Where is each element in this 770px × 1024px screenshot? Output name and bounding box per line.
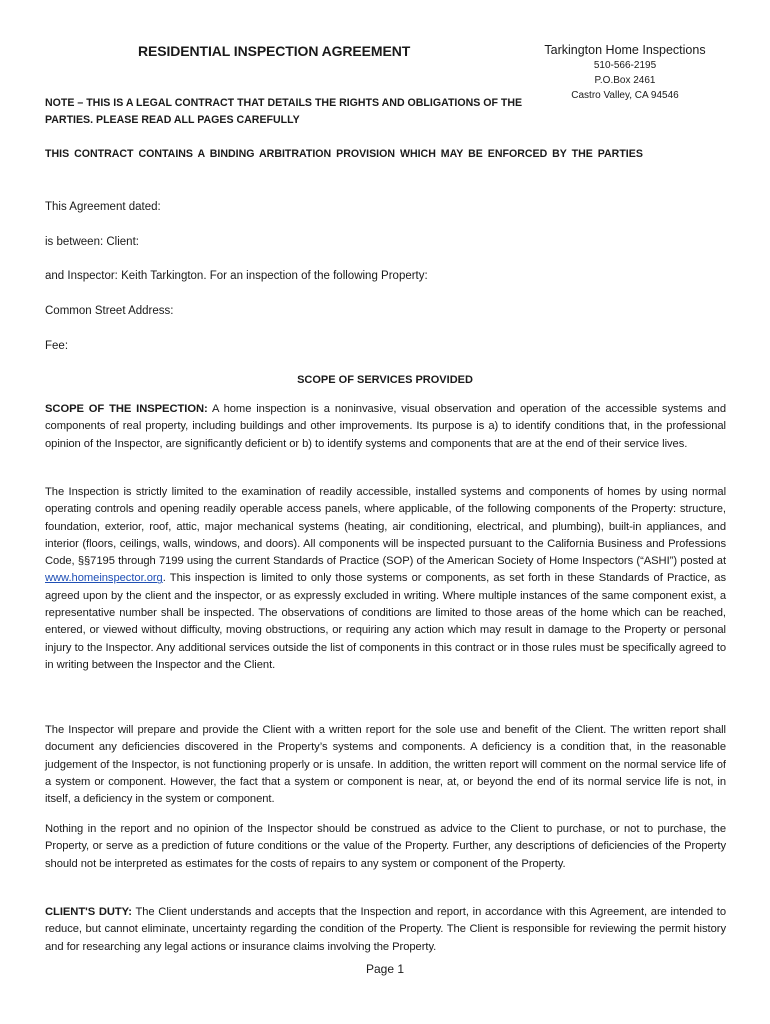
page-number: Page 1 — [365, 962, 405, 976]
company-block — [520, 43, 730, 103]
legal-note: NOTE – THIS IS A LEGAL CONTRACT THAT DETAILS THE RIGHTS AND OBLIGATIONS OF THE PARTIES. PLEASE READ ALL PAGES CAREFULLY — [45, 97, 523, 126]
scope-text: A home inspection is a noninvasive, visual observation and operation of the accessible systems and components of real property, including buildings and other improvements. Its purpose is a) to identify conditions that, in the professional opinion of the Inspector, are significantly deficient or b) to identify systems and components that are at the end of their service lives. — [45, 403, 726, 450]
advice-paragraph: Nothing in the report and no opinion of the Inspector should be construed as advice to the Client to purchase, or not to purchase, the Property, or serve as a prediction of future conditions or the value of the Property. Further, any descriptions of deficiencies of the Property should not be interpreted as estimates for the costs of repairs to any system or component of the Property. — [45, 823, 726, 870]
company-po-box: P.O.Box 2461 — [594, 75, 656, 86]
client-duty-text: The Client understands and accepts that the Inspection and report, in accordance with this Agreement, are intended to reduce, but cannot eliminate, uncertainty regarding the condition of the Property. The Client is responsible for reviewing the permit history and for researching any legal actions or insurance claims involving the Property. — [45, 906, 726, 953]
limits-paragraph — [45, 484, 726, 674]
client-duty-paragraph — [45, 904, 726, 956]
scope-paragraph — [45, 401, 726, 453]
ashi-link[interactable]: www.homeinspector.org — [45, 572, 163, 585]
limits-text-after: . This inspection is limited to only those systems or components, as set forth in these Standards of Practice, as agreed upon by the client and the inspector, or as expressly excluded in writing. Where multiple instances of the same component exist, a representative number shall be inspected. The observations of conditions are limited to those areas of the home which can be reached, entered, or viewed without difficulty, moving obstructions, or requiring any action which may result in damage to the Property or personal injury to the Inspector. Any additional services outside the list of components in this contract or in those rules must be specifically agreed to in writing between the Inspector and the Client. — [45, 572, 726, 671]
street-address-label: Common Street Address: — [45, 305, 174, 317]
document-title: RESIDENTIAL INSPECTION AGREEMENT — [138, 43, 411, 59]
company-name: Tarkington Home Inspections — [544, 43, 706, 57]
client-label: is between: Client: — [45, 236, 139, 248]
company-city: Castro Valley, CA 94546 — [571, 90, 679, 101]
report-paragraph: The Inspector will prepare and provide the Client with a written report for the sole use and benefit of the Client. The written report shall document any deficiencies discovered in the Property’s systems and components. A deficiency is a condition that, in the reasonable judgement of the Inspector, is not functioning properly or is unsafe. In addition, the written report will comment on the normal service life of a system or component. However, the fact that a system or component is near, at, or beyond the end of its normal service life is not, in itself, a deficiency in the system or component. — [45, 724, 726, 806]
inspector-line: and Inspector: Keith Tarkington. For an inspection of the following Property: — [45, 270, 428, 282]
scope-lead: SCOPE OF THE INSPECTION: — [45, 403, 208, 415]
agreement-dated-label: This Agreement dated: — [45, 201, 161, 213]
arbitration-notice: THIS CONTRACT CONTAINS A BINDING ARBITRATION PROVISION WHICH MAY BE ENFORCED BY THE PARTIES — [45, 148, 643, 160]
limits-text-before: The Inspection is strictly limited to the examination of readily accessible, installed systems and components of homes by using normal operating controls and opening readily operable access panels, where applicable, of the following components of the Property: structure, foundation, exterior, roof, attic, major mechanical systems (heating, air conditioning, electrical, and plumbing), built-in appliances, and interior (floors, ceilings, walls, windows, and doors). All components will be inspected pursuant to the California Business and Professions Code, §§7195 through 7199 using the current Standards of Practice (SOP) of the American Society of Home Inspectors (“ASHI”) posted at — [45, 486, 726, 568]
section-heading: SCOPE OF SERVICES PROVIDED — [297, 374, 473, 386]
company-phone: 510-566-2195 — [593, 60, 657, 71]
fee-label: Fee: — [45, 340, 69, 352]
client-duty-lead: CLIENT'S DUTY: — [45, 906, 132, 918]
